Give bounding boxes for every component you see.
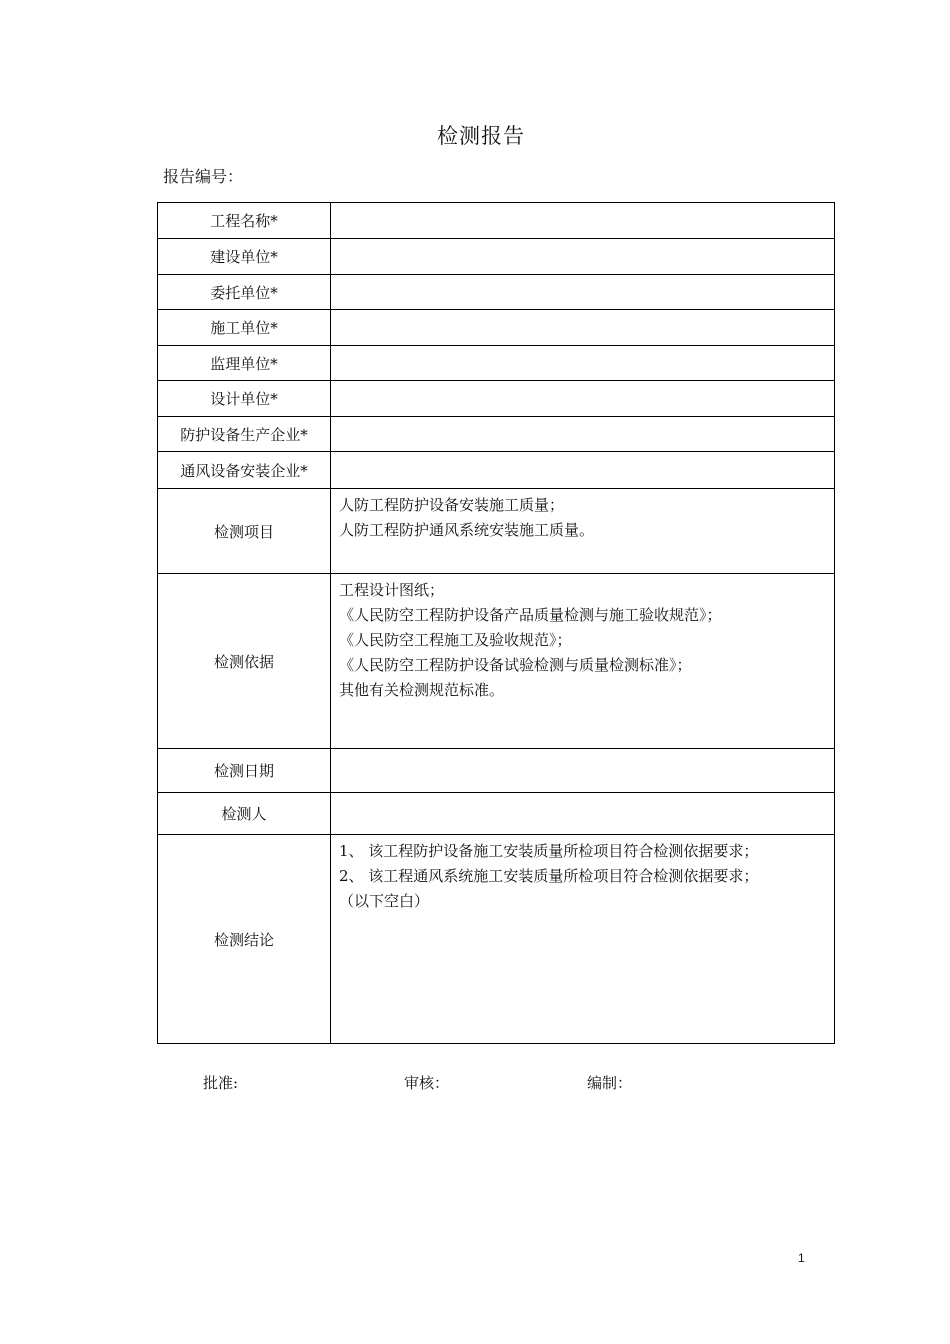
report-number (163, 164, 363, 187)
inspector-label: 检测人 (158, 793, 331, 835)
protective-equipment-maker-label: 防护设备生产企业* (158, 417, 331, 452)
table-row-builder-unit (158, 310, 835, 346)
inspection-basis-line: 《人民防空工程防护设备试验检测与质量检测标准》； (339, 656, 692, 674)
client-unit-value (331, 275, 835, 310)
conclusion-value (331, 835, 835, 1044)
conclusion-line: （以下空白） (339, 892, 430, 910)
page-number: 1 (798, 1251, 805, 1265)
approve-signature (203, 1072, 318, 1093)
table-row-construction-unit (158, 239, 835, 275)
construction-unit-value (331, 239, 835, 275)
table-row-protective-equipment-maker (158, 417, 835, 452)
inspection-basis-label: 检测依据 (158, 574, 331, 749)
project-name-value (331, 203, 835, 239)
inspection-items-line: 人防工程防护设备安装施工质量； (339, 496, 565, 514)
inspection-date-label: 检测日期 (158, 749, 331, 793)
document-title: 检测报告 (437, 124, 525, 148)
inspection-basis-line: 其他有关检测规范标准。 (339, 681, 505, 699)
report-number-label: 报告编号： (163, 167, 244, 186)
builder-unit-label: 施工单位* (158, 310, 331, 346)
design-unit-value (331, 381, 835, 417)
builder-unit-value (331, 310, 835, 346)
supervision-unit-value (331, 346, 835, 381)
table-row-conclusion (158, 835, 835, 1044)
table-row-design-unit (158, 381, 835, 417)
inspection-basis-line: 《人民防空工程施工及验收规范》； (339, 631, 572, 649)
table-row-supervision-unit (158, 346, 835, 381)
construction-unit-label: 建设单位* (158, 239, 331, 275)
table-row-inspection-basis (158, 574, 835, 749)
report-table (157, 202, 835, 1044)
supervision-unit-label: 监理单位* (158, 346, 331, 381)
review-label: 审核： (404, 1074, 450, 1092)
compile-label: 编制： (587, 1074, 633, 1092)
project-name-label: 工程名称* (158, 203, 331, 239)
inspector-value (331, 793, 835, 835)
inspection-date-value (331, 749, 835, 793)
table-row-project-name (158, 203, 835, 239)
inspection-basis-value (331, 574, 835, 749)
table-row-inspection-date (158, 749, 835, 793)
conclusion-label: 检测结论 (158, 835, 331, 1044)
inspection-basis-line: 《人民防空工程防护设备产品质量检测与施工验收规范》； (339, 606, 722, 624)
compile-signature (587, 1072, 712, 1093)
inspection-items-value (331, 489, 835, 574)
design-unit-label: 设计单位* (158, 381, 331, 417)
table-row-inspector (158, 793, 835, 835)
review-signature (404, 1072, 529, 1093)
conclusion-line: 2、 该工程通风系统施工安装质量所检项目符合检测依据要求； (339, 867, 759, 885)
ventilation-installer-label: 通风设备安装企业* (158, 452, 331, 489)
approve-label: 批准: (203, 1074, 239, 1092)
protective-equipment-maker-value (331, 417, 835, 452)
client-unit-label: 委托单位* (158, 275, 331, 310)
table-row-client-unit (158, 275, 835, 310)
inspection-basis-line: 工程设计图纸； (339, 581, 445, 599)
table-row-inspection-items (158, 489, 835, 574)
inspection-items-line: 人防工程防护通风系统安装施工质量。 (339, 521, 595, 539)
ventilation-installer-value (331, 452, 835, 489)
conclusion-line: 1、 该工程防护设备施工安装质量所检项目符合检测依据要求； (339, 842, 759, 860)
signature-line (0, 1072, 950, 1094)
table-row-ventilation-installer (158, 452, 835, 489)
inspection-items-label: 检测项目 (158, 489, 331, 574)
